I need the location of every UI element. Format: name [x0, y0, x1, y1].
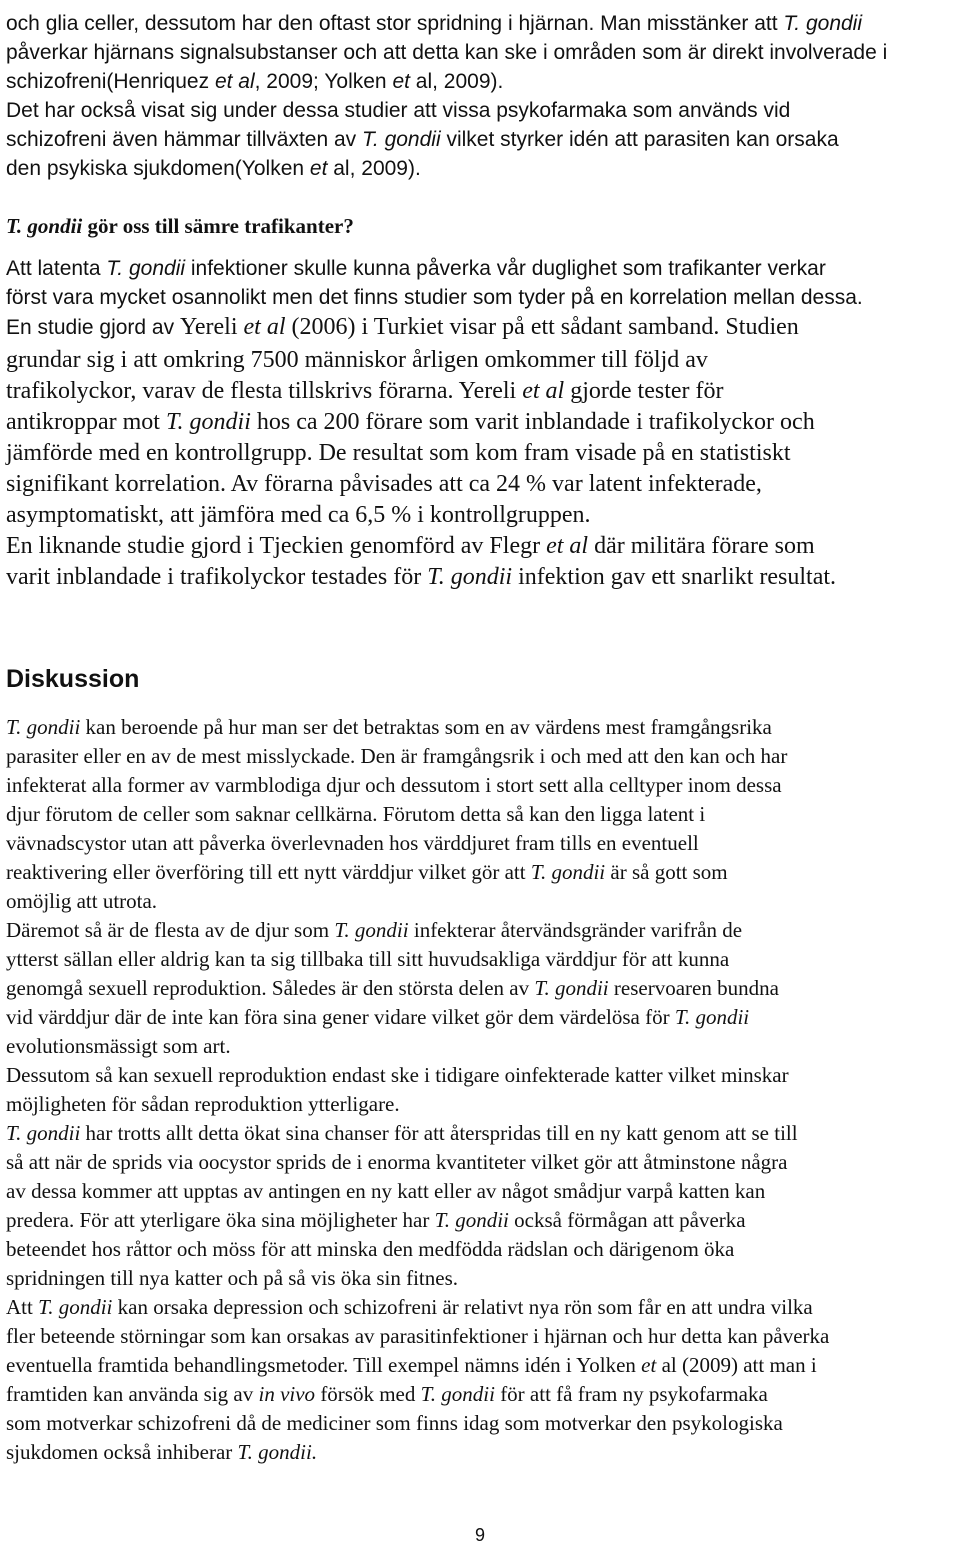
text-line — [6, 1297, 813, 1318]
text-segment: beteendet hos råttor och möss för att minska den medfödda rädslan och därigenom öka — [6, 1237, 735, 1261]
text-line — [6, 71, 503, 92]
text-line — [6, 1065, 789, 1086]
italic-text: T. gondii — [434, 1208, 509, 1232]
text-segment: genomgå sexuell reproduktion. Således är den största delen av — [6, 976, 535, 1000]
text-line — [6, 472, 762, 496]
text-segment: En liknande studie gjord i Tjeckien genomförd av Flegr — [6, 533, 547, 559]
text-segment: varit inblandade i trafikolyckor testades för — [6, 564, 428, 590]
text-segment: möjligheten för sådan reproduktion ytterligare. — [6, 1092, 400, 1116]
italic-text: T. gondii — [38, 1295, 113, 1319]
text-segment: infektion gav ett snarlikt resultat. — [512, 564, 837, 590]
italic-text: et al — [546, 533, 589, 559]
text-line — [6, 891, 157, 912]
text-segment: hos ca 200 förare som varit inblandade i trafikolyckor och — [250, 409, 815, 435]
text-line — [6, 1384, 768, 1405]
text-segment: den psykiska sjukdomen(Yolken — [6, 157, 310, 180]
text-segment: ytterst sällan eller aldrig kan ta sig tillbaka till sitt huvudsakliga värddjur för att kunna — [6, 947, 730, 971]
text-line — [6, 862, 728, 883]
text-segment: reservoaren bundna — [608, 976, 779, 1000]
text-segment: också förmågan att påverka — [508, 1208, 746, 1232]
text-segment: djur förutom de celler som saknar cellkärna. Förutom detta så kan den ligga latent i — [6, 802, 706, 826]
italic-text: T. gondii — [427, 564, 513, 590]
text-line — [6, 920, 742, 941]
text-segment: schizofreni även hämmar tillväxten av — [6, 128, 362, 151]
text-line — [6, 315, 799, 339]
italic-text: T. gondii — [334, 918, 409, 942]
text-segment: kan orsaka depression och schizofreni är relativt nya rön som får en att undra vilka — [112, 1295, 813, 1319]
text-segment: (2006) i Turkiet visar på ett sådant samband. Studien — [285, 314, 799, 340]
text-segment: infektioner skulle kunna påverka vår duglighet som trafikanter verkar — [185, 257, 826, 280]
text-segment: Det har också visat sig under dessa studier att vissa psykofarmaka som används vid — [6, 99, 791, 122]
text-segment: Diskussion — [6, 665, 140, 693]
text-line — [6, 1355, 817, 1376]
text-line — [6, 804, 705, 825]
text-line — [6, 216, 354, 237]
text-line — [6, 158, 421, 179]
text-segment: al, 2009). — [409, 70, 504, 93]
italic-text: et — [392, 70, 410, 93]
text-segment: för att få fram ny psykofarmaka — [494, 1382, 768, 1406]
text-segment: försök med — [315, 1382, 421, 1406]
italic-text: et al — [214, 70, 255, 93]
italic-text: T. gondii. — [237, 1440, 318, 1464]
italic-text: T. gondii — [165, 409, 251, 435]
text-segment: infekterat alla former av varmblodiga djur och dessutom i stort sett alla celltyper inom dessa — [6, 773, 782, 797]
text-segment: omöjlig att utrota. — [6, 889, 158, 913]
text-line — [6, 42, 887, 63]
text-segment: eventuella framtida behandlingsmetoder. Till exempel nämns idén i Yolken — [6, 1353, 642, 1377]
text-segment: vid värddjur där de inte kan föra sina gener vidare vilket gör dem värdelösa för — [6, 1005, 675, 1029]
page-number: 9 — [474, 1525, 485, 1545]
text-line — [6, 129, 839, 150]
italic-text: et al — [522, 378, 565, 404]
text-segment: al (2009) att man i — [656, 1353, 817, 1377]
text-line — [6, 1442, 317, 1463]
text-line — [6, 441, 791, 465]
italic-text: et — [641, 1353, 657, 1377]
text-line — [6, 833, 699, 854]
text-segment: vilket styrker idén att parasiten kan orsaka — [440, 128, 839, 151]
text-line — [6, 746, 787, 767]
text-line — [6, 1210, 746, 1231]
text-line — [6, 13, 862, 34]
text-segment: En studie gjord av — [6, 316, 180, 339]
text-segment: först vara mycket osannolikt men det finns studier som tyder på en korrelation mellan dessa. — [6, 286, 863, 309]
text-line — [6, 379, 724, 403]
section-heading — [6, 667, 139, 692]
text-line — [6, 565, 836, 589]
text-segment: Att latenta — [6, 257, 107, 280]
text-segment: schizofreni(Henriquez — [6, 70, 215, 93]
text-segment: evolutionsmässigt som art. — [6, 1034, 231, 1058]
text-line — [6, 1123, 798, 1144]
text-segment: Däremot så är de flesta av de djur som — [6, 918, 335, 942]
text-segment: antikroppar mot — [6, 409, 166, 435]
italic-text: T. gondii — [6, 214, 83, 238]
text-segment: jämförde med en kontrollgrupp. De resultat som kom fram visade på en statistiskt — [6, 440, 791, 466]
text-segment: vävnadscystor utan att påverka överlevnaden hos värddjuret fram tills en eventuell — [6, 831, 699, 855]
text-segment: signifikant korrelation. Av förarna påvisades att ca 24 % var latent infekterade, — [6, 471, 762, 497]
text-segment: reaktivering eller överföring till ett nytt värddjur vilket gör att — [6, 860, 531, 884]
text-segment: av dessa kommer att upptas av antingen en ny katt eller av något smådjur varpå katten kan — [6, 1179, 766, 1203]
text-line — [6, 348, 708, 372]
text-line — [6, 287, 863, 308]
italic-text: T. gondii — [362, 128, 441, 151]
text-line — [6, 978, 779, 999]
text-line — [6, 1007, 749, 1028]
text-segment: kan beroende på hur man ser det betraktas som en av värdens mest framgångsrika — [80, 715, 772, 739]
text-segment: fler beteende störningar som kan orsakas av parasitinfektioner i hjärnan och hur detta kan påverka — [6, 1324, 830, 1348]
text-line — [6, 258, 826, 279]
text-line — [6, 1239, 734, 1260]
text-line — [6, 1413, 783, 1434]
text-line — [6, 503, 591, 527]
text-line — [6, 100, 790, 121]
text-line — [6, 1181, 765, 1202]
text-segment: gjorde tester för — [564, 378, 724, 404]
text-line — [6, 1268, 458, 1289]
text-segment: sjukdomen också inhiberar — [6, 1440, 238, 1464]
text-segment: gör oss till sämre trafikanter? — [82, 214, 354, 238]
text-segment: predera. För att yterligare öka sina möjligheter har — [6, 1208, 435, 1232]
italic-text: T. gondii — [674, 1005, 750, 1029]
text-segment: framtiden kan använda sig av — [6, 1382, 259, 1406]
italic-text: T. gondii — [420, 1382, 495, 1406]
italic-text: et al — [243, 314, 286, 340]
text-segment: Att — [6, 1295, 39, 1319]
text-segment: där militära förare som — [588, 533, 815, 559]
text-line — [6, 949, 729, 970]
text-segment: spridningen till nya katter och på så vis öka sin fitnes. — [6, 1266, 458, 1290]
text-segment: al, 2009). — [327, 157, 421, 180]
italic-text: T. gondii — [530, 860, 606, 884]
text-segment: trafikolyckor, varav de flesta tillskrivs förarna. Yereli — [6, 378, 523, 404]
text-segment: asymptomatiskt, att jämföra med ca 6,5 % i kontrollgruppen. — [6, 502, 591, 528]
text-segment: parasiter eller en av de mest misslyckade. Den är framgångsrik i och med att den kan och har — [6, 744, 788, 768]
italic-text: T. gondii — [534, 976, 609, 1000]
text-line — [6, 1326, 829, 1347]
text-segment: påverkar hjärnans signalsubstanser och att detta kan ske i områden som är direkt involverade i — [6, 41, 888, 64]
text-line — [6, 1152, 787, 1173]
text-line — [6, 410, 815, 434]
italic-text: T. gondii — [783, 12, 863, 35]
italic-text: T. gondii — [6, 715, 81, 739]
text-line — [6, 534, 815, 558]
text-segment: som motverkar schizofreni då de mediciner som finns idag som motverkar den psykologiska — [6, 1411, 783, 1435]
italic-text: T. gondii — [106, 257, 186, 280]
text-segment: och glia celler, dessutom har den oftast stor spridning i hjärnan. Man misstänker att — [6, 12, 784, 35]
text-line — [6, 775, 782, 796]
italic-text: et — [309, 157, 328, 180]
text-line — [6, 1036, 231, 1057]
text-segment: infekterar återvändsgränder varifrån de — [408, 918, 743, 942]
text-segment: grundar sig i att omkring 7500 människor årligen omkommer till följd av — [6, 347, 708, 373]
text-segment: Yereli — [179, 314, 244, 340]
italic-text: in vivo — [258, 1382, 316, 1406]
text-line — [6, 1094, 400, 1115]
text-segment: Dessutom så kan sexuell reproduktion endast ske i tidigare oinfekterade katter vilket minskar — [6, 1063, 789, 1087]
text-segment: , 2009; Yolken — [254, 70, 393, 93]
text-segment: har trotts allt detta ökat sina chanser för att återspridas till en ny katt genom att se till — [80, 1121, 798, 1145]
text-line — [6, 717, 772, 738]
text-segment: är så gott som — [605, 860, 728, 884]
italic-text: T. gondii — [6, 1121, 81, 1145]
text-segment: så att när de sprids via oocystor sprids de i enorma kvantiteter vilket gör att åtminstone några — [6, 1150, 788, 1174]
